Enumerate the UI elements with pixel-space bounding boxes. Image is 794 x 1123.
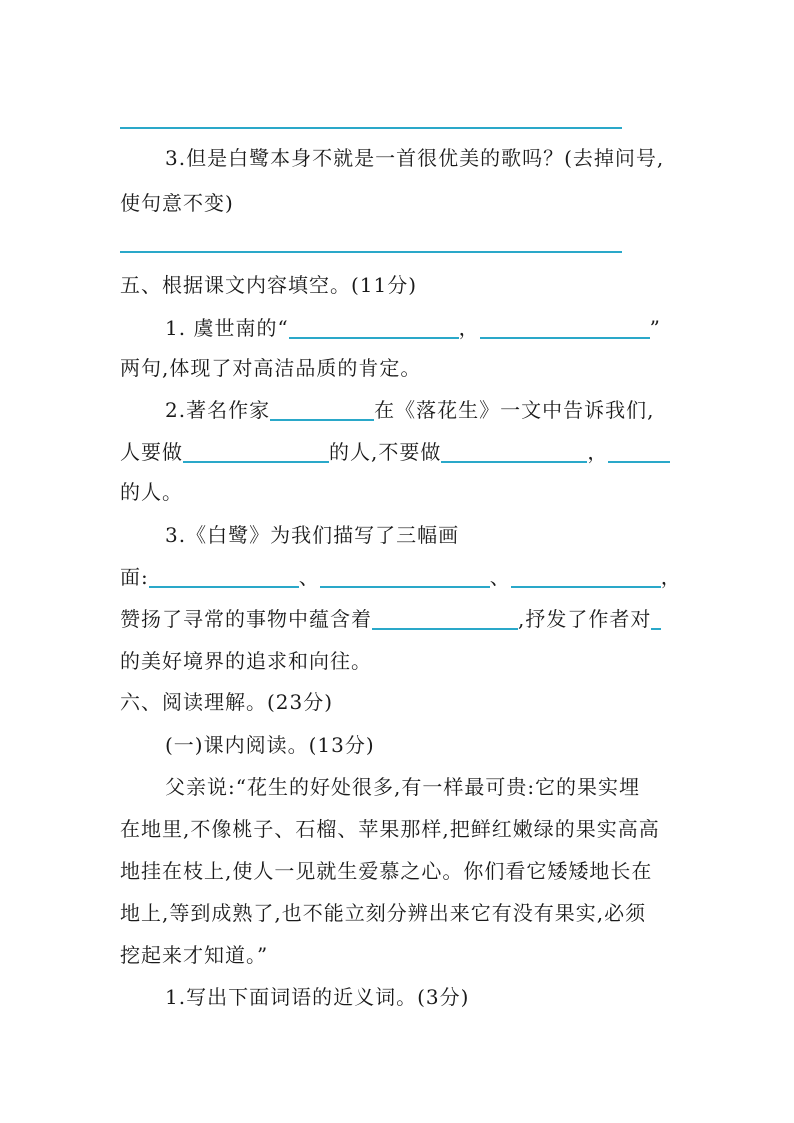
- question-5-1-line1: [165, 318, 661, 339]
- q5-3-text-d: ,抒发了作者对: [518, 607, 652, 631]
- question-4-3-line2: 使句意不变): [120, 191, 234, 215]
- answer-line-q4-2[interactable]: [120, 127, 622, 129]
- question-5-3-line2: [120, 567, 682, 588]
- q5-3-end: ，: [660, 565, 682, 589]
- q5-3-sep2: 、: [489, 565, 511, 589]
- question-6-1: 1.写出下面词语的近义词。(3分): [165, 985, 470, 1009]
- question-5-2-line1: [165, 400, 654, 421]
- q5-3-sep1: 、: [298, 565, 320, 589]
- question-5-1-line2: 两句,体现了对高洁品质的肯定。: [120, 356, 422, 380]
- q5-1-text-c: ”: [649, 316, 661, 340]
- passage-line-3: 地挂在枝上,使人一见就生爱慕之心。你们看它矮矮地长在: [120, 859, 653, 883]
- blank-q5-2-b[interactable]: [441, 443, 587, 463]
- passage-line-5: 挖起来才知道。”: [120, 943, 269, 967]
- q5-2-text-e: ，: [587, 440, 609, 464]
- question-5-3-line1: 3.《白鹭》为我们描写了三幅画: [165, 523, 460, 547]
- question-5-2-line2: [120, 442, 670, 463]
- blank-q5-2-a[interactable]: [183, 443, 329, 463]
- q5-2-text-a: 2.著名作家: [165, 398, 271, 422]
- q5-3-text-b: 面:: [120, 565, 149, 589]
- q5-1-text-a: 1. 虞世南的“: [165, 316, 289, 340]
- section-6-heading: 六、阅读理解。(23分): [120, 690, 334, 714]
- q5-1-text-b: ，: [458, 316, 480, 340]
- question-5-2-line3: 的人。: [120, 480, 183, 504]
- blank-q5-3-b[interactable]: [320, 568, 490, 588]
- q5-2-text-c: 人要做: [120, 440, 183, 464]
- blank-q5-2-author[interactable]: [270, 401, 374, 421]
- passage-line-1: 父亲说:“花生的好处很多,有一样最可贵:它的果实埋: [165, 775, 641, 799]
- question-4-3-line1: 3.但是白鹭本身不就是一首很优美的歌吗？(去掉问号,: [165, 146, 665, 170]
- section-6-subheading: (一)课内阅读。(13分): [165, 733, 375, 757]
- q5-2-text-b: 在《落花生》一文中告诉我们,: [374, 398, 655, 422]
- question-5-3-line4: 的美好境界的追求和向往。: [120, 649, 372, 673]
- blank-q5-3-e[interactable]: [651, 610, 661, 630]
- question-5-3-line3: [120, 609, 661, 630]
- answer-line-q4-3[interactable]: [120, 251, 622, 253]
- blank-q5-2-c[interactable]: [608, 443, 670, 463]
- blank-q5-3-a[interactable]: [149, 568, 299, 588]
- blank-q5-3-c[interactable]: [511, 568, 661, 588]
- blank-q5-1-b[interactable]: [480, 319, 650, 339]
- blank-q5-3-d[interactable]: [372, 610, 518, 630]
- passage-line-4: 地上,等到成熟了,也不能立刻分辨出来它有没有果实,必须: [120, 901, 647, 925]
- q5-2-text-d: 的人,不要做: [329, 440, 442, 464]
- passage-line-2: 在地里,不像桃子、石榴、苹果那样,把鲜红嫩绿的果实高高: [120, 817, 660, 841]
- q5-3-text-c: 赞扬了寻常的事物中蕴含着: [120, 607, 372, 631]
- blank-q5-1-a[interactable]: [289, 319, 459, 339]
- section-5-heading: 五、根据课文内容填空。(11分): [120, 273, 418, 297]
